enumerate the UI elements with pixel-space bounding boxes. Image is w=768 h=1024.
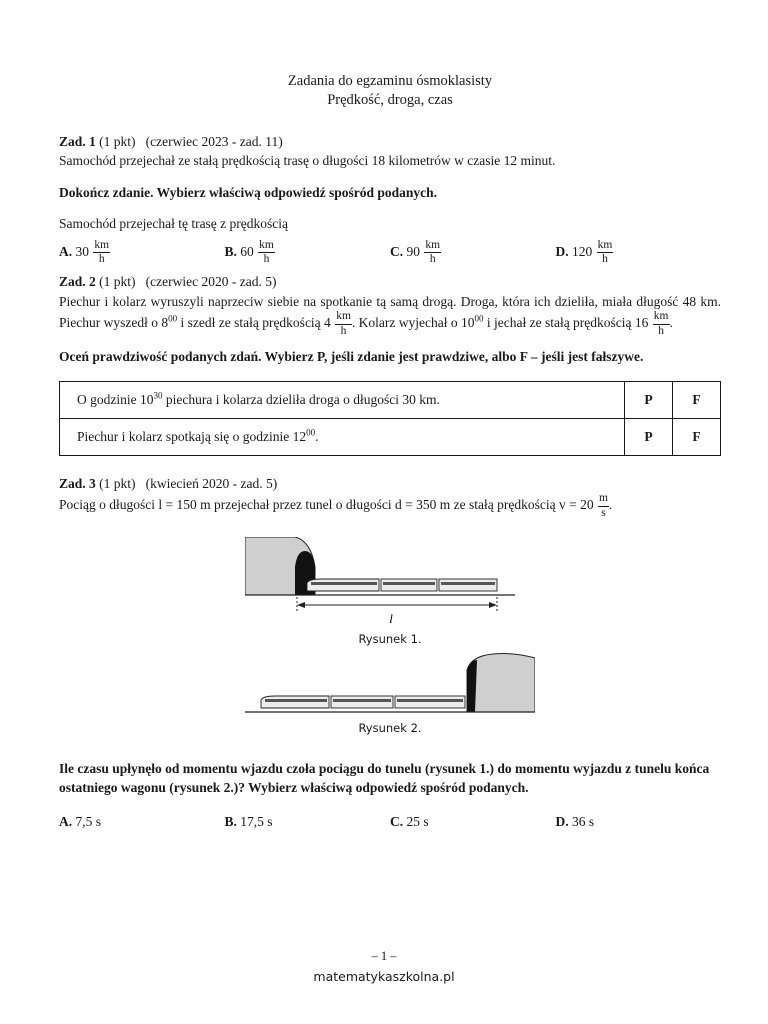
task-1-option-c[interactable] [390, 240, 556, 266]
task-1-heading [59, 132, 721, 152]
train-windows [441, 582, 495, 585]
unit-fraction: $\frac{km}{h}$ [336, 310, 351, 337]
answer-false-cell[interactable]: F [673, 381, 721, 418]
site-footer: matematykaszkolna.pl [313, 969, 455, 984]
train-windows [265, 699, 327, 702]
option-value: 30 [75, 244, 89, 260]
tunnel-hill [467, 653, 535, 712]
answer-false-cell[interactable]: F [673, 418, 721, 455]
unit-fraction: $\frac{km}{h}$ [597, 238, 613, 266]
option-value: 90 [406, 244, 420, 260]
train-windows [397, 699, 463, 702]
document-page [59, 72, 721, 831]
task-3-points: (1 pkt) [99, 475, 136, 491]
task-1-stem: Samochód przejechał tę trasę z prędkością [59, 216, 289, 232]
table-row [60, 418, 721, 455]
task-3-option-d[interactable]: D. 36 s [555, 813, 595, 829]
task-3-source: (kwiecień 2020 - zad. 5) [145, 475, 278, 491]
document-header [59, 72, 721, 110]
task-1-instruction: Dokończ zdanie. Wybierz właściwą odpowiedź spośród podanych. [59, 184, 438, 200]
train [261, 696, 465, 708]
arrow-left-icon [297, 602, 305, 608]
task-1-text: Samochód przejechał ze stałą prędkością trasę o długości 18 kilometrów w czasie 12 minut. [59, 153, 556, 169]
document-subtitle: Prędkość, droga, czas [327, 91, 453, 108]
train-windows [311, 582, 377, 585]
option-letter: A. [59, 244, 73, 260]
unit-fraction: $\frac{km}{h}$ [259, 238, 274, 266]
option-letter: B. [224, 244, 237, 260]
answer-true-cell[interactable]: P [625, 418, 673, 455]
task-3-heading [59, 474, 721, 494]
task-1 [59, 132, 721, 266]
train-windows [383, 582, 435, 585]
task-1-option-a[interactable] [59, 240, 225, 266]
option-letter: D. [555, 244, 569, 260]
task-3 [59, 474, 721, 832]
task-3-text: Pociąg o długości l = 150 m przejechał przez tunel o długości d = 350 m ze stałą prędkością v = 20 $\frac{m}{s}$ . [59, 492, 613, 519]
task-3-option-b[interactable]: B. 17,5 s [224, 813, 273, 829]
task-2-source: (czerwiec 2020 - zad. 5) [145, 273, 277, 289]
statement-2: Piechur i kolarz spotkają się o godzinie $12^{00}$. [60, 418, 625, 455]
task-2-points: (1 pkt) [99, 273, 136, 289]
task-1-label: Zad. 1 [59, 133, 96, 149]
task-1-option-b[interactable] [225, 240, 391, 266]
statement-1: O godzinie $10^{30}$ piechura i kolarza dzieliła droga o długości 30 km. [60, 381, 625, 418]
task-3-instruction: Ile czasu upłynęło od momentu wjazdu czoła pociągu do tunelu (rysunek 1.) do momentu wyjazdu z tunelu końca ostatniego wagonu (rysunek 2.)? Wybierz właściwą odpowiedź spośród podanych. [59, 760, 710, 796]
task-1-options [59, 240, 721, 266]
figure-2-train-leaving-tunnel [245, 652, 535, 716]
task-3-option-a[interactable]: A. 7,5 s [59, 813, 102, 829]
task-2 [59, 272, 721, 456]
task-3-label: Zad. 3 [59, 475, 96, 491]
task-2-text: Piechur i kolarz wyruszyli naprzeciw siebie na spotkanie tą samą drogą. Droga, która ich dzieliła, miała długość 48 km. Piechur wyszedł o $8^{00}$ i szedł ze stałą prędkością 4 $\frac{km}{h}$ . Kolarz wyjechał o $10^{00}$ i jechał ze stałą prędkością 16 $\frac{km}{h}$ . [59, 293, 721, 337]
page-number: – 1 – [371, 949, 397, 963]
task-1-option-d[interactable] [556, 240, 722, 266]
option-value: 60 [240, 244, 254, 260]
document-title: Zadania do egzaminu ósmoklasisty [287, 73, 493, 89]
figure-1-train-entering-tunnel [245, 537, 535, 631]
length-label: l [389, 611, 393, 627]
unit-fraction: $\frac{m}{s}$ [598, 492, 608, 519]
table-row [60, 381, 721, 418]
train [307, 579, 497, 591]
task-1-source: (czerwiec 2023 - zad. 11) [145, 133, 283, 149]
task-3-options [59, 812, 721, 832]
task-3-option-c[interactable]: C. 25 s [390, 813, 429, 829]
task-1-points: (1 pkt) [99, 133, 136, 149]
train-windows [333, 699, 391, 702]
unit-fraction: $\frac{km}{h}$ [425, 238, 441, 266]
arrow-right-icon [489, 602, 497, 608]
task-2-instruction: Oceń prawdziwość podanych zdań. Wybierz P, jeśli zdanie jest prawdziwe, albo F – jeśli jest fałszywe. [59, 349, 644, 365]
unit-fraction: $\frac{km}{h}$ [94, 238, 110, 266]
figure-2-caption: Rysunek 2. [358, 720, 422, 735]
task-2-heading [59, 272, 721, 292]
option-letter: C. [390, 244, 404, 260]
figure-1-caption: Rysunek 1. [358, 632, 422, 647]
option-value: 120 [572, 244, 593, 260]
unit-fraction: $\frac{km}{h}$ [653, 310, 669, 337]
task-2-label: Zad. 2 [59, 273, 96, 289]
answer-true-cell[interactable]: P [625, 381, 673, 418]
true-false-table [59, 381, 721, 456]
